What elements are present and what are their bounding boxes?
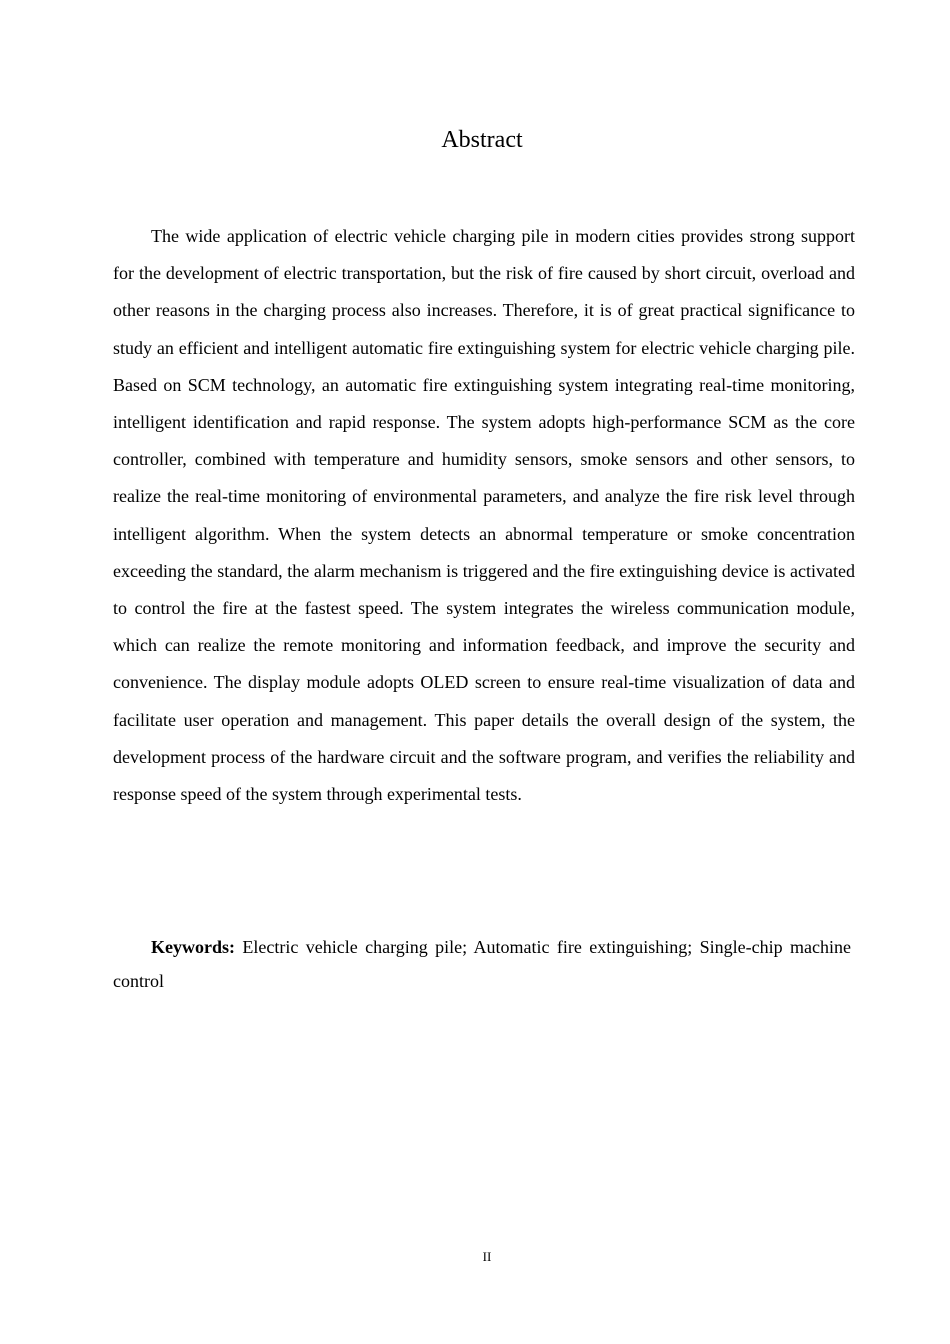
keywords-text: Electric vehicle charging pile; Automatic fire extinguishing; Single-chip machine control (113, 937, 851, 991)
keywords-label: Keywords: (151, 937, 235, 957)
page-number: II (482, 1249, 492, 1264)
keywords-paragraph (113, 930, 851, 998)
abstract-paragraph: The wide application of electric vehicle charging pile in modern cities provides strong support for the development of electric transportation, but the risk of fire caused by short circuit, overload and other reasons in the charging process also increases. Therefore, it is of great practical significance to study an efficient and intelligent automatic fire extinguishing system for electric vehicle charging pile. Based on SCM technology, an automatic fire extinguishing system integrating real-time monitoring, intelligent identification and rapid response. The system adopts high-performance SCM as the core controller, combined with temperature and humidity sensors, smoke sensors and other sensors, to realize the real-time monitoring of environmental parameters, and analyze the fire risk level through intelligent algorithm. When the system detects an abnormal temperature or smoke concentration exceeding the standard, the alarm mechanism is triggered and the fire extinguishing device is activated to control the fire at the fastest speed. The system integrates the wireless communication module, which can realize the remote monitoring and information feedback, and improve the security and convenience. The display module adopts OLED screen to ensure real-time visualization of data and facilitate user operation and management. This paper details the overall design of the system, the development process of the hardware circuit and the software program, and verifies the reliability and response speed of the system through experimental tests. (113, 226, 855, 805)
page-title: Abstract (441, 127, 523, 153)
